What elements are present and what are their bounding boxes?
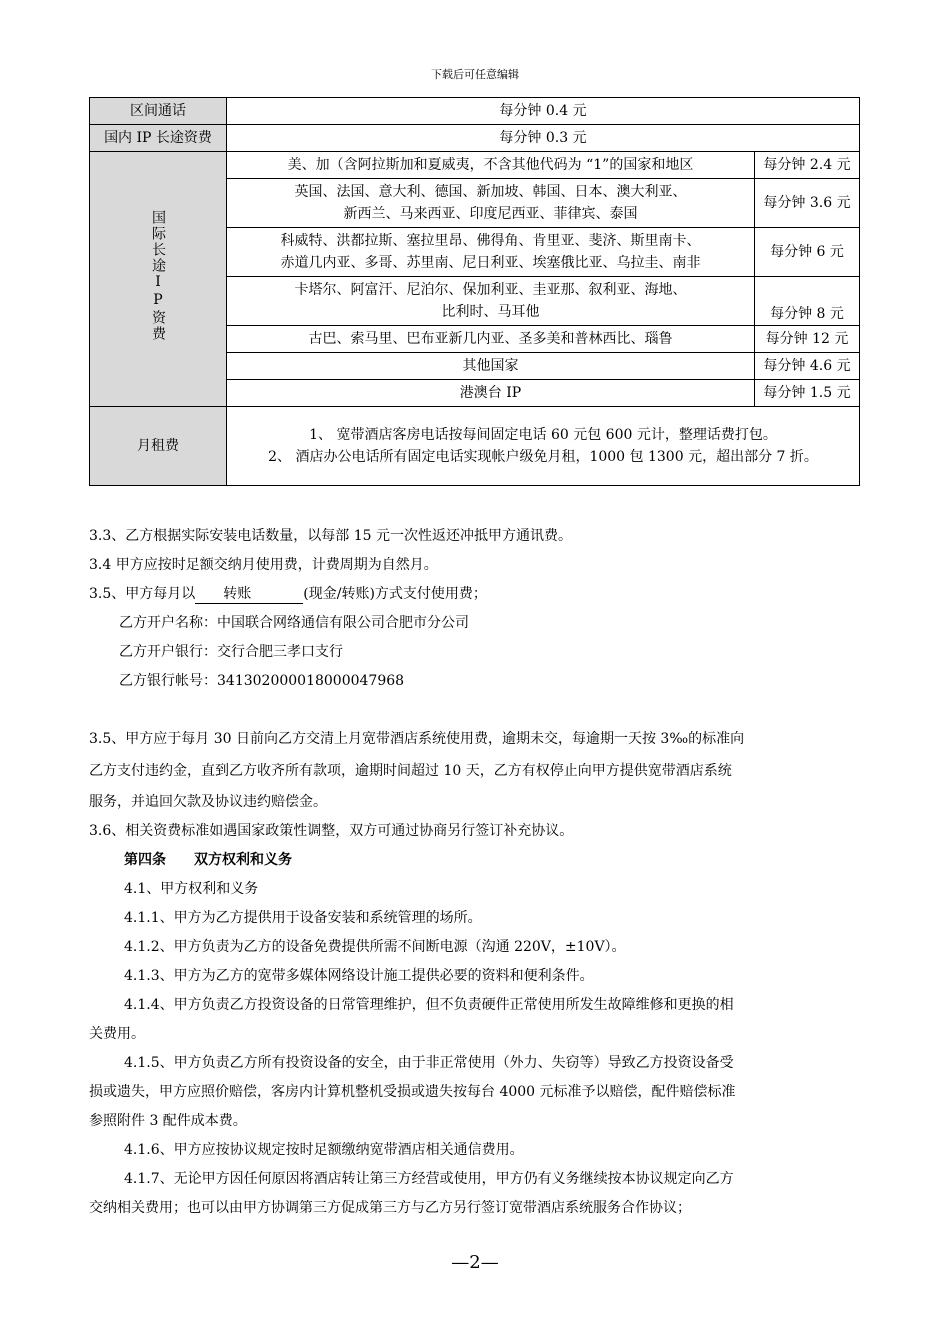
intl-price-7: 每分钟 1.5 元 bbox=[755, 380, 860, 407]
page-number: —2— bbox=[451, 1252, 499, 1273]
account-bank: 乙方开户银行：交行合肥三孝口支行 bbox=[119, 644, 343, 660]
clause-3-5b-line3: 服务，并追回欠款及协议违约赔偿金。 bbox=[89, 794, 327, 810]
intl-region-3: 科威特、洪都拉斯、塞拉里昂、佛得角、肯里亚、斐济、斯里南卡、 赤道几内亚、多哥、苏里南、尼日利亚、埃塞俄比亚、乌拉圭、南非 bbox=[227, 228, 755, 277]
intl-price-3: 每分钟 6 元 bbox=[755, 228, 860, 277]
clause-3-4: 3.4 甲方应按时足额交纳月使用费，计费周期为自然月。 bbox=[89, 557, 438, 573]
clause-3-5b-line1: 3.5、甲方应于每月 30 日前向乙方交清上月宽带酒店系统使用费，逾期未交，每逾期一天按 3‰的标准向 bbox=[89, 731, 745, 747]
article-4-heading: 第四条 双方权利和义务 bbox=[124, 852, 292, 868]
clause-4-1-7-line2: 交纳相关费用；也可以由甲方协调第三方促成第三方与乙方另行签订宽带酒店系统服务合作协议； bbox=[89, 1200, 691, 1216]
clause-3-6: 3.6、相关资费标准如遇国家政策性调整，双方可通过协商另行签订补充协议。 bbox=[89, 823, 574, 839]
clause-4-1-5-line1: 4.1.5、甲方负责乙方所有投资设备的安全，由于非正常使用（外力、失窃等）导致乙方投资设备受 bbox=[124, 1055, 734, 1071]
clause-4-1-1: 4.1.1、甲方为乙方提供用于设备安装和系统管理的场所。 bbox=[124, 910, 482, 926]
rent-term-2: 2、 酒店办公电话所有固定电话实现帐户级免月租，1000 包 1300 元，超出部分 7 折。 bbox=[268, 449, 818, 465]
intl-region-5: 古巴、索马里、巴布亚新几内亚、圣多美和普林西比、瑙鲁 bbox=[227, 326, 755, 353]
intl-region-2: 英国、法国、意大利、德国、新加坡、韩国、日本、澳大利亚、 新西兰、马来西亚、印度尼西亚、菲律宾、泰国 bbox=[227, 179, 755, 228]
account-number: 乙方银行帐号：341302000018000047968 bbox=[119, 673, 405, 689]
label-intl-ip: 国际长途IP资费 bbox=[90, 152, 227, 407]
clause-4-1-5-line3: 参照附件 3 配件成本费。 bbox=[89, 1113, 247, 1129]
intl-region-6: 其他国家 bbox=[227, 353, 755, 380]
clause-3-5: 3.5、甲方每月以 转账 (现金/转账)方式支付使用费； bbox=[89, 583, 487, 604]
monthly-rent-terms bbox=[227, 407, 860, 486]
intl-price-1: 每分钟 2.4 元 bbox=[755, 152, 860, 179]
value-domestic-ip: 每分钟 0.3 元 bbox=[227, 125, 860, 152]
fee-table bbox=[89, 97, 860, 486]
clause-4-1-7-line1: 4.1.7、无论甲方因任何原因将酒店转让第三方经营或使用，甲方仍有义务继续按本协议规定向乙方 bbox=[124, 1171, 734, 1187]
clause-3-3: 3.3、乙方根据实际安装电话数量，以每部 15 元一次性返还冲抵甲方通讯费。 bbox=[89, 528, 572, 544]
page-header: 下载后可任意编辑 bbox=[431, 68, 519, 81]
clause-3-5b-line2: 乙方支付违约金，直到乙方收齐所有款项，逾期时间超过 10 天，乙方有权停止向甲方提供宽带酒店系统 bbox=[89, 763, 732, 779]
intl-price-4: 每分钟 8 元 bbox=[755, 277, 860, 326]
account-name: 乙方开户名称：中国联合网络通信有限公司合肥市分公司 bbox=[119, 615, 469, 631]
rent-term-1: 1、 宽带酒店客房电话按每间固定电话 60 元包 600 元计，整理话费打包。 bbox=[309, 427, 777, 443]
value-local-call: 每分钟 0.4 元 bbox=[227, 98, 860, 125]
clause-4-1-3: 4.1.3、甲方为乙方的宽带多媒体网络设计施工提供必要的资料和便利条件。 bbox=[124, 968, 594, 984]
intl-price-6: 每分钟 4.6 元 bbox=[755, 353, 860, 380]
label-domestic-ip: 国内 IP 长途资费 bbox=[90, 125, 227, 152]
clause-4-1: 4.1、甲方权利和义务 bbox=[124, 881, 259, 897]
label-monthly-rent: 月租费 bbox=[90, 407, 227, 486]
clause-4-1-6: 4.1.6、甲方应按协议规定按时足额缴纳宽带酒店相关通信费用。 bbox=[124, 1142, 524, 1158]
intl-region-4: 卡塔尔、阿富汗、尼泊尔、保加利亚、圭亚那、叙利亚、海地、 比利时、马耳他 bbox=[227, 277, 755, 326]
payment-method-blank: 转账 bbox=[195, 583, 303, 604]
clause-4-1-2: 4.1.2、甲方负责为乙方的设备免费提供所需不间断电源（沟通 220V，±10V）。 bbox=[124, 939, 626, 955]
label-local-call: 区间通话 bbox=[90, 98, 227, 125]
clause-4-1-4-line1: 4.1.4、甲方负责乙方投资设备的日常管理维护，但不负责硬件正常使用所发生故障维修和更换的相 bbox=[124, 997, 734, 1013]
intl-price-2: 每分钟 3.6 元 bbox=[755, 179, 860, 228]
clause-4-1-5-line2: 损或遗失，甲方应照价赔偿，客房内计算机整机受损或遗失按每台 4000 元标准予以赔偿，配件赔偿标准 bbox=[89, 1084, 736, 1100]
intl-region-1: 美、加（含阿拉斯加和夏威夷，不含其他代码为 “1”的国家和地区 bbox=[227, 152, 755, 179]
clause-4-1-4-line2: 关费用。 bbox=[89, 1026, 145, 1042]
intl-region-7: 港澳台 IP bbox=[227, 380, 755, 407]
intl-price-5: 每分钟 12 元 bbox=[755, 326, 860, 353]
